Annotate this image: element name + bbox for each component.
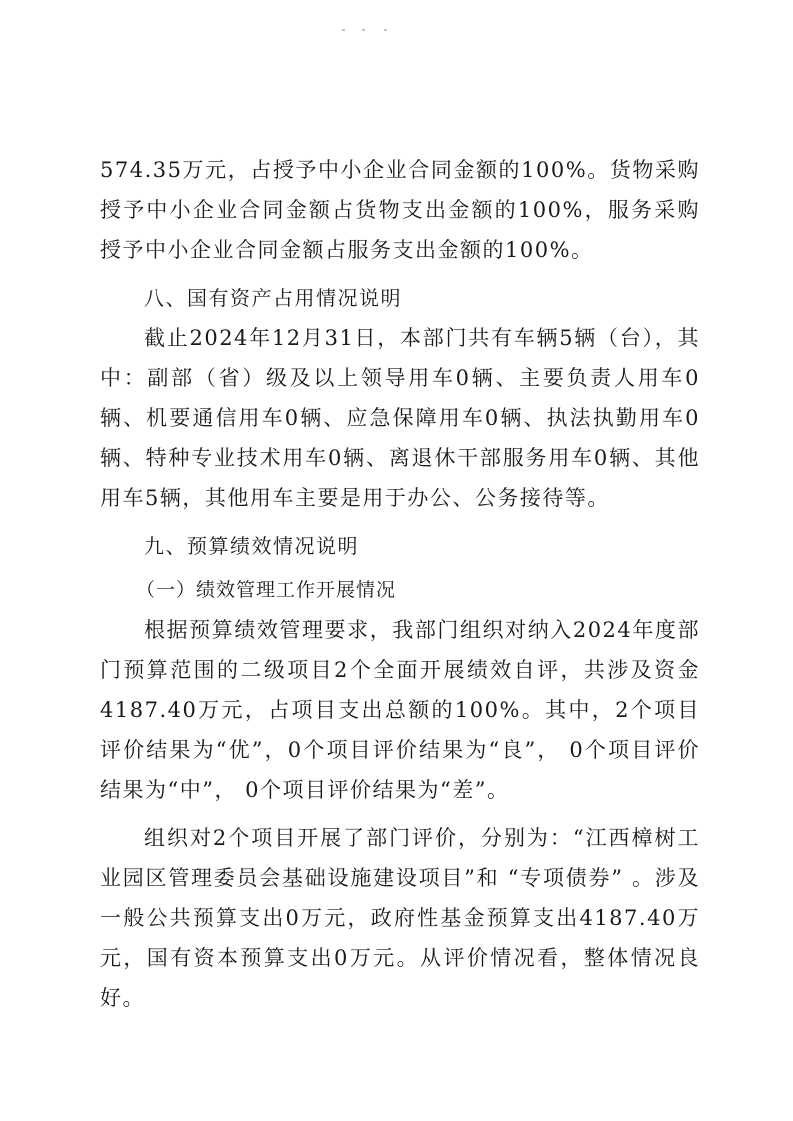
section-8-heading: 八、国有资产占用情况说明	[144, 286, 402, 310]
section-8-paragraph: 截止2024年12月31日，本部门共有车辆5辆（台），其中：副部（省）级及以上领导用车0辆、主要负责人用车0辆、机要通信用车0辆、应急保障用车0辆、执法执勤用车0辆、特种专业技术用车0辆、离退休干部服务用车0辆、其他用车5辆，其他用车主要是用于办公、公务接待等。	[100, 326, 700, 510]
department-evaluation-paragraph: 组织对2个项目开展了部门评价，分别为：“江西樟树工业园区管理委员会基础设施建设项目”和 “专项债券” 。涉及一般公共预算支出0万元，政府性基金预算支出4187.40万元，国有资本预算支出0万元。从评价情况看，整体情况良好。	[100, 826, 700, 1010]
scan-artifact	[340, 26, 400, 34]
performance-evaluation-paragraph: 根据预算绩效管理要求，我部门组织对纳入2024年度部门预算范围的二级项目2个全面开展绩效自评，共涉及资金4187.40万元，占项目支出总额的100%。其中，2个项目评价结果为“优”，0个项目评价结果为“良”， 0个项目评价结果为“中”， 0个项目评价结果为“差”。	[100, 618, 700, 802]
section-9-subheading-1: （一）绩效管理工作开展情况	[136, 579, 397, 601]
document-body	[100, 150, 700, 1018]
section-9-heading: 九、预算绩效情况说明	[144, 534, 359, 558]
procurement-paragraph-end: 574.35万元，占授予中小企业合同金额的100%。货物采购授予中小企业合同金额占货物支出金额的100%，服务采购授予中小企业合同金额占服务支出金额的100%。	[100, 158, 700, 262]
